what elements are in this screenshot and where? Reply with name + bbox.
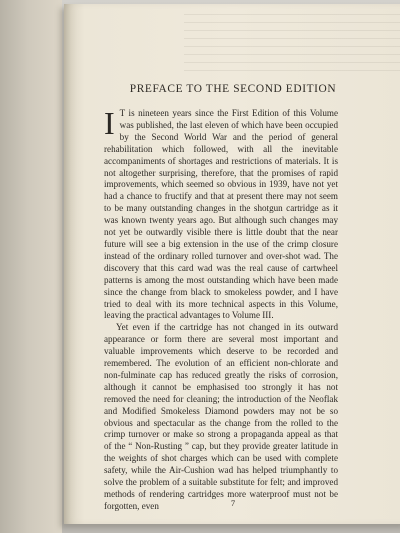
facing-page-edge — [0, 0, 62, 533]
paragraph-1 — [104, 105, 338, 322]
paragraph-2: Yet even if the cartridge has not changed in its outward appearance or form there are several most important and valuable improvements which deserve to be recorded and remembered. The evolution of an efficient non-chlorate and non-fulminate cap has reduced greatly the risks of corrosion, although it cannot be emphasised too strongly it has not removed the need for cleaning; the introduction of the Neoflak and Modified Smokeless Diamond powders may not be so obvious and spectacular as the change from the rolled to the crimp turnover or make so strong a propaganda appeal as that of the “ Non-Rusting ” cap, but they provide greater latitude in the weights of shot charges which can be used with complete safety, while the Air-Cushion wad has helped triumphantly to solve the problem of a suitable substitute for felt; and improved methods of rendering cartridges more waterproof must not be forgotten, even — [104, 322, 338, 511]
paragraph-1-text: T is nineteen years since the First Edition of this Volume was published, the last eleven of which have been occupied by the Second World War and the period of general rehabilitation which followed, with all the inevitable accompaniments of shortages and restrictions of materials. It is not altogether surprising, therefore, that the promises of rapid improvements, which seemed so obvious in 1939, have not yet had a chance to fructify and that at present there may not seem to be many outstanding changes in the shotgun cartridge as it was known twenty years ago. But although such changes may not yet be outwardly visible there is little doubt that the near future will see a big extension in the use of the crimp closure instead of the ordinary rolled turnover and over-shot wad. The discovery that this card wad was the real cause of cartwheel patterns is among the most outstanding which have been made since the change from black to smokeless powder, and I have tried to deal with its more technical aspects in this Volume, leaving the practical advantages to Volume III. — [104, 108, 338, 321]
preface-heading: PREFACE TO THE SECOND EDITION — [129, 83, 337, 95]
page-number: 7 — [230, 498, 236, 508]
drop-cap: I — [104, 105, 115, 141]
show-through-text — [184, 14, 400, 74]
preface-body — [104, 105, 338, 513]
